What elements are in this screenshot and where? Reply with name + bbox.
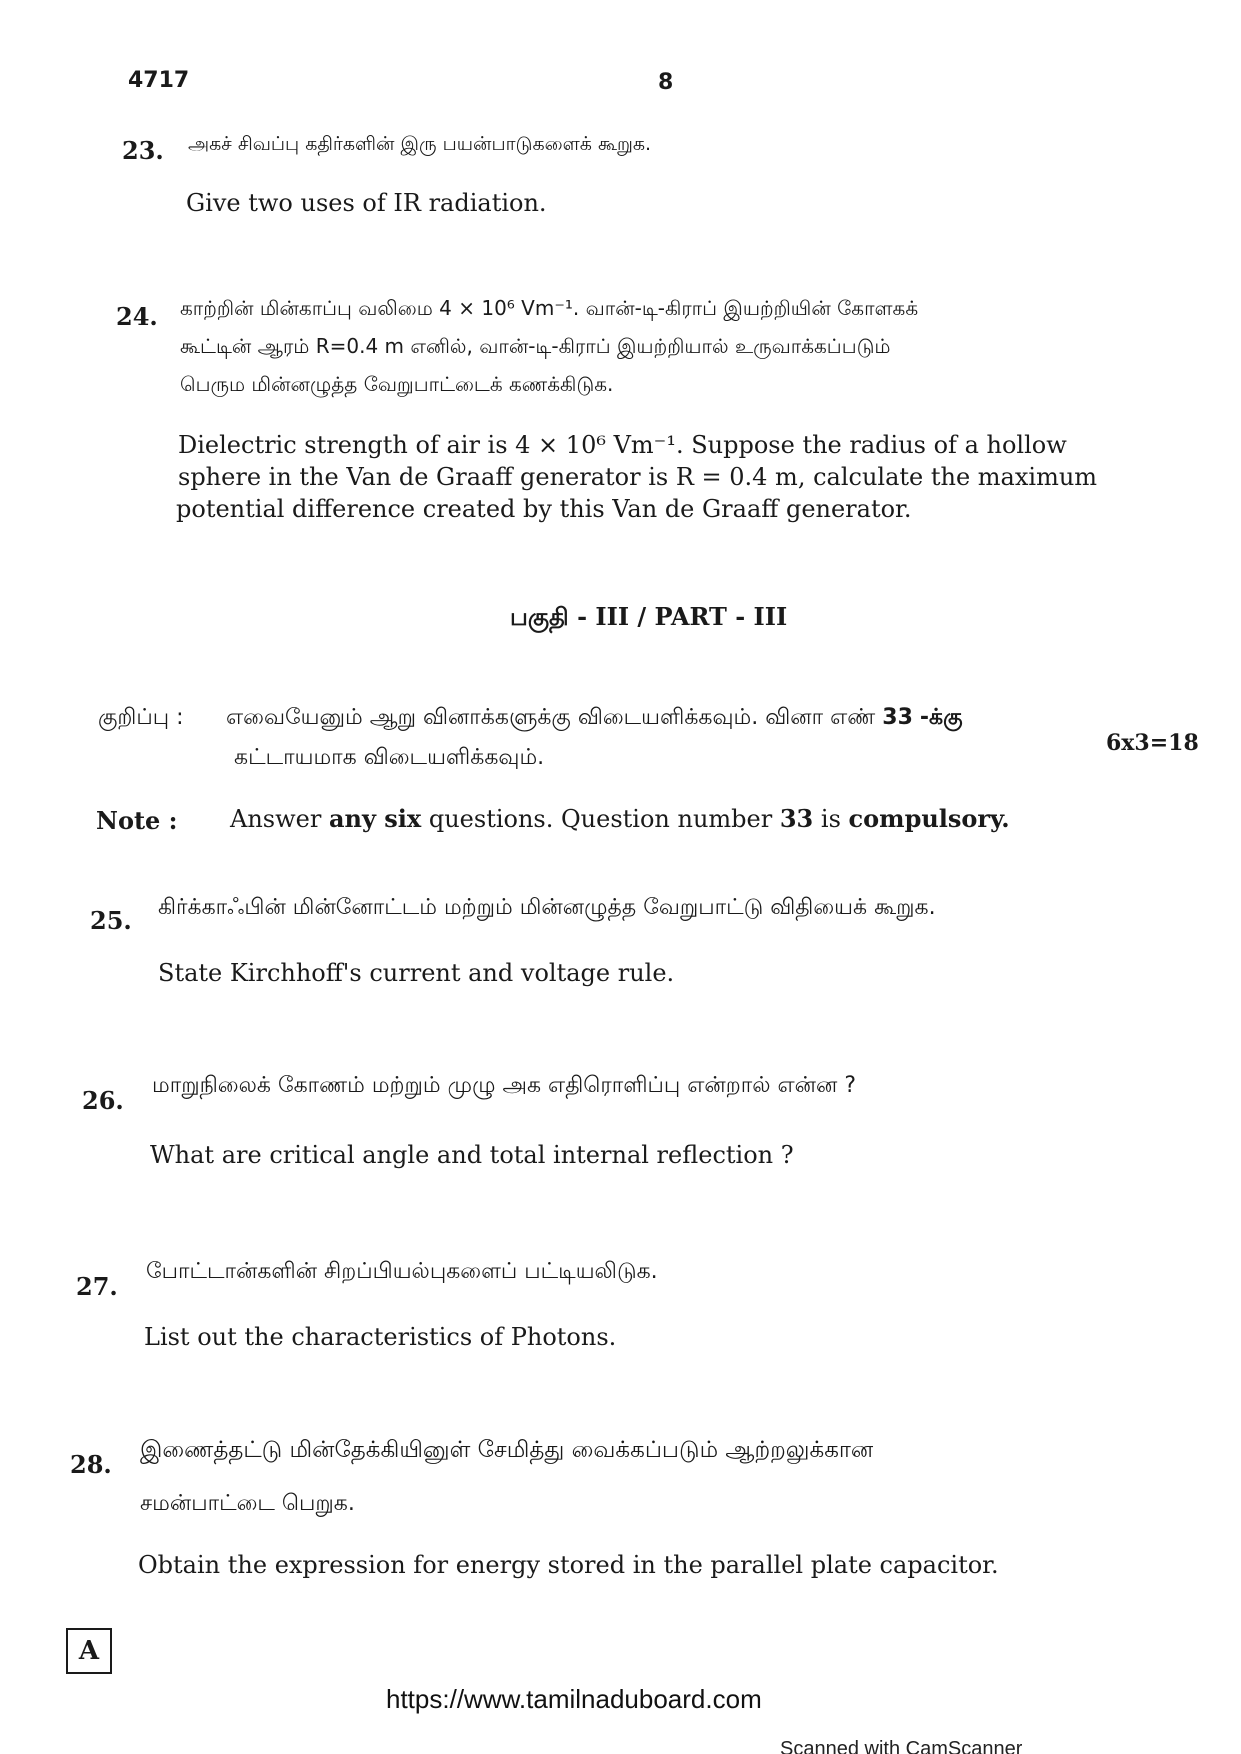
question-english: What are critical angle and total internal reflection ? xyxy=(150,1141,794,1169)
page-number: 8 xyxy=(658,70,674,95)
note-tamil-text: எவையேனும் ஆறு வினாக்களுக்கு விடையளிக்கவும். வினா எண் xyxy=(226,705,876,730)
paper-code: 4717 xyxy=(128,68,190,93)
series-badge: A xyxy=(66,1628,112,1674)
source-url[interactable]: https://www.tamilnaduboard.com xyxy=(386,1684,762,1714)
question-tamil-line-1: இணைத்தட்டு மின்தேக்கியினுள் சேமித்து வைக்கப்படும் ஆற்றலுக்கான xyxy=(140,1437,874,1463)
note-en-any-six: any six xyxy=(328,804,422,833)
question-tamil-line-2: சமன்பாட்டை பெறுக. xyxy=(140,1491,355,1516)
note-tamil-suffix: -க்கு xyxy=(919,705,963,730)
question-tamil: அகச் சிவப்பு கதிர்களின் இரு பயன்பாடுகளைக் கூறுக. xyxy=(188,133,652,155)
question-tamil-line-2: கூட்டின் ஆரம் R=0.4 m எனில், வான்-டி-கிராப் இயற்றியால் உருவாக்கப்படும் xyxy=(180,334,891,358)
question-english: Give two uses of IR radiation. xyxy=(186,189,547,217)
question-number: 27. xyxy=(76,1272,118,1301)
note-english-text xyxy=(230,804,1010,834)
question-number: 24. xyxy=(116,302,158,331)
note-tamil-line-2: கட்டாயமாக விடையளிக்கவும். xyxy=(234,745,545,770)
question-tamil-line-3: பெரும மின்னழுத்த வேறுபாட்டைக் கணக்கிடுக. xyxy=(180,372,614,396)
note-en-3: questions. Question number xyxy=(428,805,773,833)
question-english: Obtain the expression for energy stored in the parallel plate capacitor. xyxy=(138,1551,999,1579)
note-en-compulsory: compulsory. xyxy=(848,804,1010,833)
question-english-line-3: potential difference created by this Van de Graaff generator. xyxy=(176,495,912,523)
part-title: பகுதி - III / PART - III xyxy=(510,602,788,631)
question-number: 26. xyxy=(82,1086,124,1115)
question-english-line-2: sphere in the Van de Graaff generator is R = 0.4 m, calculate the maximum xyxy=(178,463,1098,491)
note-tamil-label: குறிப்பு : xyxy=(98,705,184,730)
marks-allocation: 6x3=18 xyxy=(1106,730,1199,756)
question-english-line-1: Dielectric strength of air is 4 × 10⁶ Vm⁻¹. Suppose the radius of a hollow xyxy=(178,431,1067,459)
scanner-watermark: Scanned with CamScanner xyxy=(780,1738,1023,1754)
note-en-1: Answer xyxy=(230,805,322,833)
note-tamil-line-1 xyxy=(226,700,963,736)
question-tamil: மாறுநிலைக் கோணம் மற்றும் முழு அக எதிரொளிப்பு என்றால் என்ன ? xyxy=(152,1073,856,1098)
question-tamil: கிர்க்காஃபின் மின்னோட்டம் மற்றும் மின்னழுத்த வேறுபாட்டு விதியைக் கூறுக. xyxy=(158,895,936,920)
note-tamil-qnum: 33 xyxy=(882,705,913,730)
note-english-label: Note : xyxy=(96,806,178,835)
question-number: 23. xyxy=(122,136,164,165)
note-en-5: is xyxy=(820,805,841,833)
question-tamil: போட்டான்களின் சிறப்பியல்புகளைப் பட்டியலிடுக. xyxy=(146,1259,658,1284)
note-en-qnum: 33 xyxy=(779,804,814,833)
question-tamil-line-1: காற்றின் மின்காப்பு வலிமை 4 × 10⁶ Vm⁻¹. வான்-டி-கிராப் இயற்றியின் கோளகக் xyxy=(180,296,919,320)
question-number: 25. xyxy=(90,906,132,935)
question-english: List out the characteristics of Photons. xyxy=(144,1323,617,1351)
question-english: State Kirchhoff's current and voltage rule. xyxy=(158,959,675,987)
question-number: 28. xyxy=(70,1450,112,1479)
